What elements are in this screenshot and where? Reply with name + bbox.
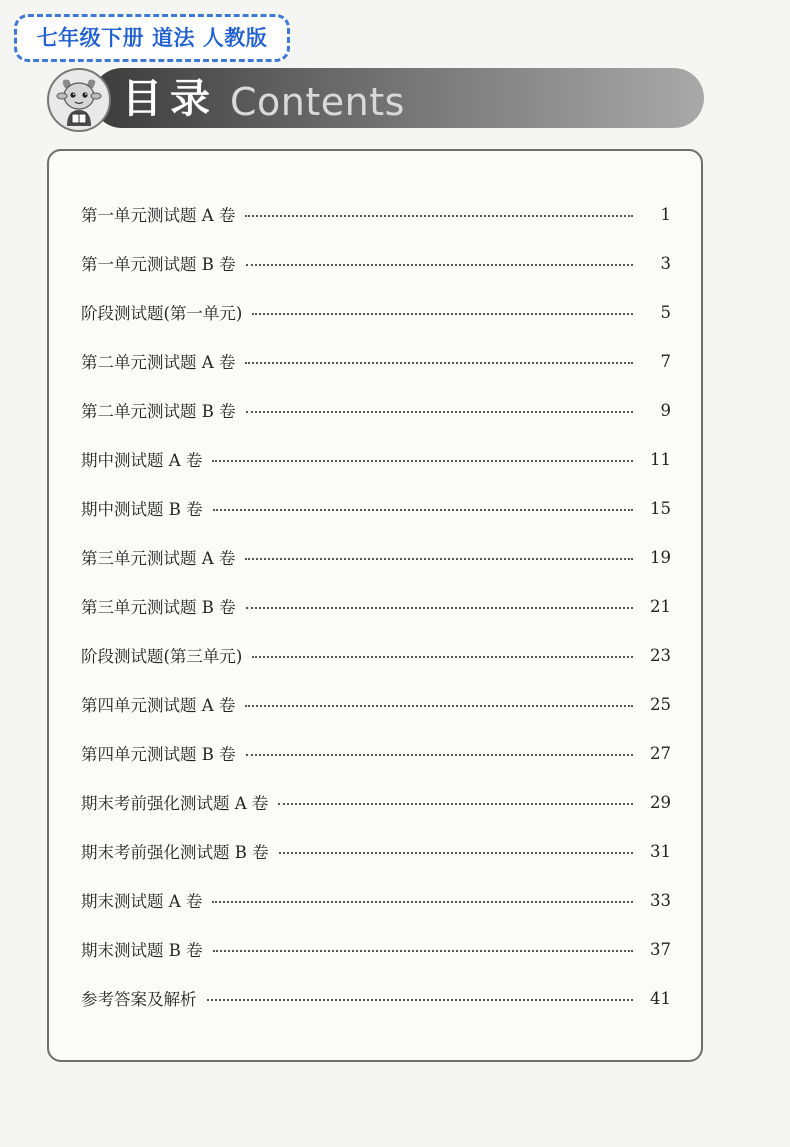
toc-item[interactable] — [81, 640, 671, 670]
dot-leader — [213, 509, 633, 511]
table-of-contents — [47, 149, 703, 1062]
dot-leader — [212, 460, 633, 462]
toc-item[interactable] — [81, 297, 671, 327]
dot-leader — [252, 313, 633, 315]
toc-item-title: 期中测试题 A 卷 — [81, 451, 203, 470]
toc-item-title: 第一单元测试题 A 卷 — [81, 206, 236, 225]
dot-leader — [278, 803, 633, 805]
toc-item[interactable] — [81, 395, 671, 425]
toc-item-page: 15 — [650, 498, 671, 518]
toc-item-page: 23 — [650, 645, 671, 665]
page-title-english: Contents — [230, 80, 405, 124]
toc-item-page: 21 — [650, 596, 671, 616]
dot-leader — [245, 705, 633, 707]
dot-leader — [246, 264, 633, 266]
dot-leader — [213, 950, 633, 952]
toc-item[interactable] — [81, 493, 671, 523]
toc-item-page: 19 — [650, 547, 671, 567]
toc-item-page: 7 — [660, 351, 671, 371]
toc-item-title: 期中测试题 B 卷 — [81, 500, 203, 519]
toc-item-title: 第二单元测试题 B 卷 — [81, 402, 236, 421]
toc-item-title: 第四单元测试题 B 卷 — [81, 745, 236, 764]
toc-item[interactable] — [81, 885, 671, 915]
toc-item-page: 3 — [660, 253, 671, 273]
toc-item[interactable] — [81, 346, 671, 376]
toc-item[interactable] — [81, 787, 671, 817]
toc-item-title: 第三单元测试题 A 卷 — [81, 549, 236, 568]
toc-item-title: 期末考前强化测试题 A 卷 — [81, 794, 269, 813]
toc-item-title: 第四单元测试题 A 卷 — [81, 696, 236, 715]
dot-leader — [252, 656, 633, 658]
toc-item[interactable] — [81, 836, 671, 866]
grade-subject-badge: 七年级下册 道法 人教版 — [14, 14, 290, 62]
toc-item-page: 37 — [650, 939, 671, 959]
dot-leader — [246, 754, 633, 756]
toc-item-page: 1 — [660, 204, 671, 224]
toc-item-page: 33 — [650, 890, 671, 910]
toc-item-title: 第二单元测试题 A 卷 — [81, 353, 236, 372]
toc-item-title: 期末测试题 A 卷 — [81, 892, 203, 911]
dot-leader — [212, 901, 633, 903]
toc-item[interactable] — [81, 444, 671, 474]
toc-item-page: 5 — [660, 302, 671, 322]
toc-item-title: 第三单元测试题 B 卷 — [81, 598, 236, 617]
dot-leader — [245, 362, 633, 364]
toc-item[interactable] — [81, 248, 671, 278]
dot-leader — [207, 999, 634, 1001]
toc-item-page: 27 — [650, 743, 671, 763]
toc-item-page: 9 — [660, 400, 671, 420]
dot-leader — [245, 215, 633, 217]
toc-item[interactable] — [81, 689, 671, 719]
toc-item-title: 阶段测试题(第三单元) — [81, 647, 243, 666]
toc-item-page: 41 — [650, 988, 671, 1008]
toc-item-title: 期末测试题 B 卷 — [81, 941, 203, 960]
toc-item[interactable] — [81, 542, 671, 572]
dot-leader — [245, 558, 633, 560]
toc-item[interactable] — [81, 199, 671, 229]
goat-mascot-icon — [47, 68, 111, 132]
toc-item-title: 第一单元测试题 B 卷 — [81, 255, 236, 274]
page-title: 目录 — [122, 76, 218, 122]
toc-item[interactable] — [81, 934, 671, 964]
toc-item[interactable] — [81, 983, 671, 1013]
toc-item-page: 29 — [650, 792, 671, 812]
toc-item-title: 参考答案及解析 — [81, 990, 197, 1009]
dot-leader — [246, 411, 633, 413]
toc-item-title: 期末考前强化测试题 B 卷 — [81, 843, 269, 862]
toc-item-title: 阶段测试题(第一单元) — [81, 304, 243, 323]
toc-item-page: 31 — [650, 841, 671, 861]
toc-item-page: 11 — [650, 449, 671, 469]
toc-item[interactable] — [81, 591, 671, 621]
toc-item-page: 25 — [650, 694, 671, 714]
dot-leader — [246, 607, 633, 609]
toc-item[interactable] — [81, 738, 671, 768]
dot-leader — [279, 852, 633, 854]
